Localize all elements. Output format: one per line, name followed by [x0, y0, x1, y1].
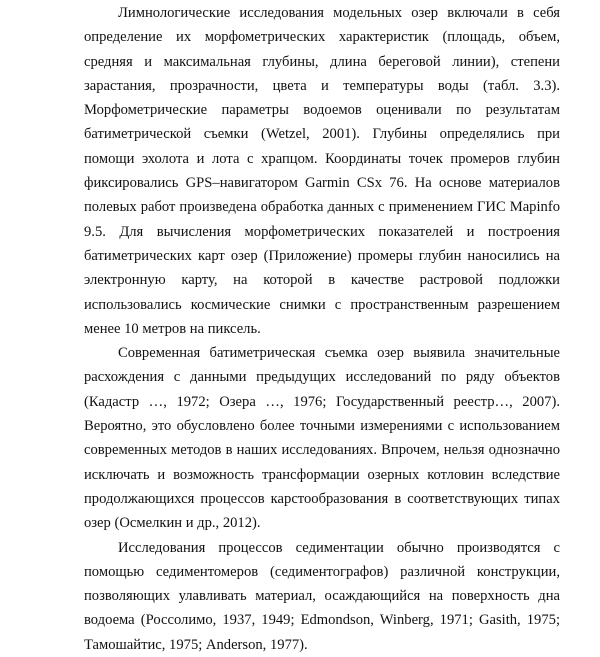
paragraph-sedimentation-studies: Исследования процессов седиментации обычно производятся с помощью седиментомеров (седиментографов) различной конструкции, позволяющих улавливать материал, осаждающийся на поверхность дна водоема (Россолимо, 1937, 1949; Edmondson, Winberg, 1971; Gasith, 1975; Тамошайтис, 1975; Anderson, 1977). [84, 539, 560, 653]
document-page [84, 0, 560, 657]
paragraph-bathymetric-survey: Современная батиметрическая съемка озер выявила значительные расхождения с данными предыдущих исследований по ряду объектов (Кадастр …, 1972; Озера …, 1976; Государственный реестр…, 2007). Вероятно, это обусловлено более точными измерениями с использованием современных методов в наших исследованиях. Впрочем, нельзя однозначно исключать и возможность трансформации озерных котловин вследствие продолжающихся процессов карстообразования в соответствующих типах озер (Осмелкин и др., 2012). [84, 345, 560, 532]
paragraph-limnological-studies: Лимнологические исследования модельных озер включали в себя определение их морфометрических характеристик (площадь, объем, средняя и максимальная глубины, длина береговой линии), степени зарастания, прозрачности, цвета и температуры воды (табл. 3.3). Морфометрические параметры водоемов оценивали по результатам батиметрической съемки (Wetzel, 2001). Глубины определялись при помощи эхолота и лота с храпцом. Координаты точек промеров глубин фиксировались GPS–навигатором Garmin CSx 76. На основе материалов полевых работ произведена обработка данных с применением ГИС Mapinfo 9.5. Для вычисления морфометрических показателей и построения батиметрических карт озер (Приложение) промеры глубин наносились на электронную карту, на которой в качестве растровой подложки использовались космические снимки с пространственным разрешением менее 10 метров на пиксель. [84, 5, 560, 337]
